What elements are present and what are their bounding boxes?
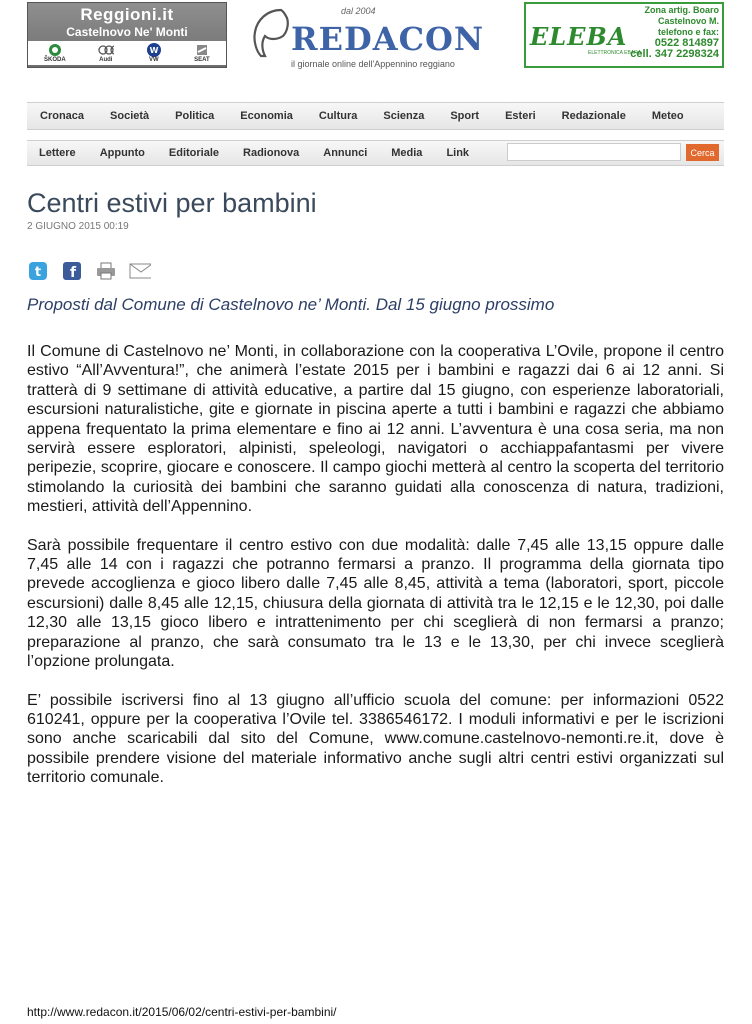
eleba-contact: Zona artig. Boaro Castelnovo M. telefono e fax: 0522 814897 cell. 347 2298324	[630, 5, 719, 60]
search-input[interactable]	[507, 143, 681, 161]
nav-item-economia[interactable]: Economia	[240, 110, 293, 122]
nav-item-cronaca[interactable]: Cronaca	[40, 110, 85, 122]
article-subtitle: Proposti dal Comune di Castelnovo ne’ Monti. Dal 15 giugno prossimo	[27, 295, 555, 314]
nav-item-societa[interactable]: Società	[110, 110, 150, 122]
search-button[interactable]: Cerca	[686, 144, 719, 161]
svg-text:f: f	[69, 265, 77, 281]
nav-item-radionova[interactable]: Radionova	[243, 147, 300, 159]
article-date: 2 GIUGNO 2015 00:19	[27, 221, 129, 232]
ad-title: Reggioni.it	[80, 5, 174, 24]
nav-item-scienza[interactable]: Scienza	[383, 110, 425, 122]
paragraph: Il Comune di Castelnovo ne’ Monti, in collaborazione con la cooperativa L’Ovile, propone il centro estivo “All’Avventura!”, che animerà l’estate 2015 per i bambini e ragazzi dai 6 ai 12 anni. Si tratterà di 9 settimane di attività educative, a partire dal 15 giugno, con esperienze laboratoriali, escursioni naturalistiche, gite e giornate in piscina aperte a tutti i bambini e ragazzi che abbiamo appena frequentato la prima elementare e fino ai 12 anni. L’avventura è una cosa seria, ma non servirà essere esploratori, alpinisti, speleologi, navigatori o acchiappafantasmi per vivere peripezie, scoprire, giocare e conoscere. Il campo giochi metterà al centro la scoperta del territorio stimolando la curiosità dei bambini che saranno guidati alla conoscenza di natura, tradizioni, mestieri, attività dell’Appennino.	[27, 343, 724, 516]
car-brand-logos	[28, 41, 226, 65]
article-body	[27, 342, 724, 807]
nav-item-meteo[interactable]: Meteo	[651, 110, 684, 122]
nav-item-redazionale[interactable]: Redazionale	[561, 110, 626, 122]
seat-logo: SEAT	[194, 43, 210, 63]
primary-nav	[27, 102, 724, 130]
horse-head-icon	[247, 6, 291, 58]
email-icon[interactable]	[129, 260, 151, 282]
share-bar	[27, 260, 151, 282]
eleba-brand: ELEBA	[530, 22, 628, 51]
audi-logo: Audi	[98, 43, 114, 63]
page-url: http://www.redacon.it/2015/06/02/centri-estivi-per-bambini/	[27, 1005, 337, 1019]
since-label: dal 2004	[341, 6, 376, 16]
nav-item-sport[interactable]: Sport	[450, 110, 480, 122]
nav-item-editoriale[interactable]: Editoriale	[168, 147, 220, 159]
article-title: Centri estivi per bambini	[27, 188, 317, 218]
eleba-ad-banner[interactable]	[524, 2, 724, 68]
nav-item-lettere[interactable]: Lettere	[39, 147, 76, 159]
svg-text:W: W	[149, 46, 159, 55]
paragraph: E’ possibile iscriversi fino al 13 giugno all’ufficio scuola del comune: per informazioni 0522 610241, oppure per la cooperativa l’Ovile tel. 3386546172. I moduli informativi e per le iscrizioni sono anche scaricabili dal sito del Comune, www.comune.castelnovo-nemonti.re.it, dove è possibile prendere visione del materiale informativo anche sugli altri centri estivi organizzati sul territorio comunale.	[27, 691, 724, 787]
svg-text:t: t	[34, 265, 42, 280]
facebook-icon[interactable]	[61, 260, 83, 282]
ad-subtitle: Castelnovo Ne' Monti	[66, 25, 188, 39]
nav-item-annunci[interactable]: Annunci	[323, 147, 368, 159]
site-tagline: il giornale online dell'Appennino reggiano	[291, 59, 455, 69]
reggioni-ad-banner[interactable]	[27, 2, 227, 68]
paragraph: Sarà possibile frequentare il centro estivo con due modalità: dalle 7,45 alle 13,15 oppure dalle 7,45 alle 14 con i ragazzi che potranno fermarsi a pranzo. Il programma della giornata tipo prevede accoglienza e gioco libero dalle 7,45 alle 8,45, attività a tema (laboratori, sport, piccole escursioni) dalle 8,45 alle 12,15, chiusura della giornata di attività tra le 12,15 e le 12,30, poi dalle 12,30 alle 13,15 gioco libero e intrattenimento per chi sceglierà di non fermarsi a pranzo; preparazione al pranzo, che sarà consumato tra le 13 e le 13,30, per chi invece sceglierà l’opzione prolungata.	[27, 536, 724, 671]
skoda-logo: ŠKODA	[44, 43, 66, 63]
site-name: REDACON	[291, 20, 485, 58]
redacon-logo[interactable]	[245, 2, 510, 70]
nav-item-link[interactable]: Link	[446, 147, 470, 159]
nav-item-media[interactable]: Media	[391, 147, 423, 159]
eleba-brand-sub: ELETTRONICA EBARA	[588, 50, 642, 56]
nav-item-politica[interactable]: Politica	[175, 110, 215, 122]
nav-item-cultura[interactable]: Cultura	[318, 110, 358, 122]
secondary-nav	[27, 140, 724, 166]
nav-item-esteri[interactable]: Esteri	[505, 110, 536, 122]
vw-logo: W VW	[146, 43, 162, 63]
print-icon[interactable]	[95, 260, 117, 282]
twitter-icon[interactable]	[27, 260, 49, 282]
nav-item-appunto[interactable]: Appunto	[99, 147, 145, 159]
